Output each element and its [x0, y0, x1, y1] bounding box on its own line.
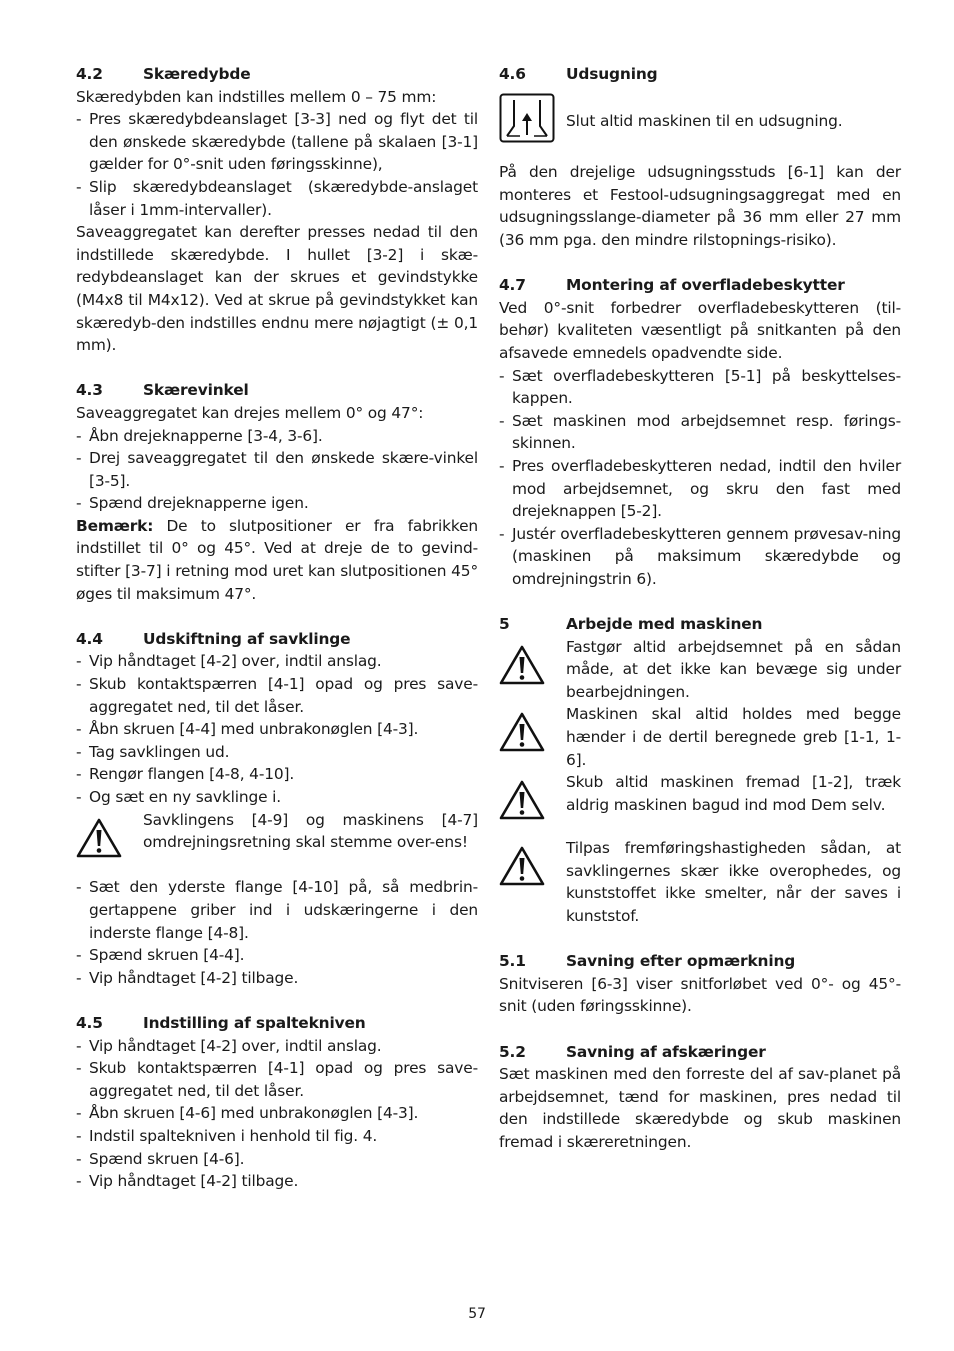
- warning-triangle-icon: [499, 837, 566, 903]
- section-title: Montering af overfladebeskytter: [566, 276, 845, 295]
- section-title: Skæredybde: [143, 65, 251, 83]
- warning-note: [76, 809, 478, 877]
- instruction-list: [76, 1035, 478, 1193]
- warning-triangle-icon: [76, 809, 143, 875]
- section-heading: [499, 613, 901, 636]
- warning-text: Maskinen skal altid holdes med begge hænder i de dertil beregnede greb [1-1, 1-6].: [566, 705, 901, 769]
- section-title: Indstilling af spaltekniven: [143, 1013, 366, 1032]
- left-column: [76, 63, 478, 1215]
- warning-text: Savklingens [4-9] og maskinens [4-7] omdrejningsretning skal stemme over-ens!: [143, 810, 478, 852]
- note-text: De to slutpositioner er fra fabrikken indstillet til 0° og 45°. Ved at dreje de to gevind-stifter [3-7] i retning mod uret kan slutpositionen 45° øges til maksimum 47°.: [76, 516, 478, 603]
- section-heading: [499, 274, 901, 297]
- warning-text: Skub altid maskinen fremad [1-2], træk aldrig maskinen bagud ind mod Dem selv.: [566, 773, 901, 814]
- list-item: - Sæt den yderste flange [4-10] på, så medbrin-gertappene griber ind i udskæringerne i den inderste flange [4-8].: [76, 876, 478, 944]
- section-4-7: [499, 274, 901, 590]
- section-number: 5.2: [499, 1042, 526, 1061]
- list-item: - Åbn skruen [4-4] med unbrakonøglen [4-3].: [76, 718, 478, 741]
- section-title: Arbejde med maskinen: [566, 615, 763, 634]
- list-item: - Skub kontaktspærren [4-1] opad og pres save-aggregatet ned, til det låser.: [76, 1057, 478, 1102]
- section-heading: [76, 63, 478, 86]
- paragraph: Snitviseren [6-3] viser snitforløbet ved 0°- og 45°-snit (uden føringsskinne).: [499, 974, 901, 1016]
- section-5: [499, 613, 901, 928]
- warning-triangle-icon: [499, 703, 566, 769]
- warning-note: [499, 703, 901, 771]
- paragraph: Saveaggregatet kan derefter presses nedad til den indstillede skæredybde. I hullet [3-2] i skæ-redybdeanslaget kan der skrues et gevindstykke (M4x8 til M4x12). Ved at skrue på gevindstykket kan skæredyb-den indstilles endnu mere nøjagtigt (± 0,1 mm).: [76, 223, 478, 355]
- list-item: - Justér overfladebeskytteren gennem prøvesav-ning (maskinen på maksimum skæredybde og omdrejningstrin 6).: [499, 523, 901, 591]
- list-item: - Vip håndtaget [4-2] tilbage.: [76, 967, 478, 990]
- note-paragraph: [76, 515, 478, 605]
- section-4-2: [76, 63, 478, 357]
- instruction-list: [76, 650, 478, 808]
- section-number: 4.5: [76, 1013, 103, 1032]
- paragraph: På den drejelige udsugningsstuds [6-1] kan der monteres et Festool-udsugningsaggregat med en udsugningsslange-diameter på 36 mm eller 27 mm (36 mm pga. den mindre rilstopnings-risiko).: [499, 163, 901, 249]
- warning-triangle-icon: [499, 636, 566, 702]
- section-number: 4.6: [499, 65, 526, 83]
- list-item: - Slip skæredybdeanslaget (skæredybde-anslaget låser i 1mm-intervaller).: [76, 176, 478, 221]
- section-title: Skærevinkel: [143, 381, 249, 400]
- instruction-list: [76, 876, 478, 989]
- list-item: - Pres overfladebeskytteren nedad, indtil den hviler mod arbejdsemnet, og skru den fast med drejeknappen [5-2].: [499, 455, 901, 523]
- section-title: Savning af afskæringer: [566, 1042, 766, 1061]
- paragraph: Sæt maskinen med den forreste del af sav-planet på arbejdsemnet, tænd for maskinen, pres nedad til den indstillede skæredybde og skub maskinen fremad i skæreretningen.: [499, 1065, 901, 1151]
- list-item: - Spænd drejeknapperne igen.: [76, 492, 478, 515]
- list-item: - Skub kontaktspærren [4-1] opad og pres save-aggregatet ned, til det låser.: [76, 673, 478, 718]
- list-item: - Tag savklingen ud.: [76, 741, 478, 764]
- list-item: - Sæt overfladebeskytteren [5-1] på beskyttelses-kappen.: [499, 365, 901, 410]
- list-item: - Drej saveaggregatet til den ønskede skære-vinkel [3-5].: [76, 447, 478, 492]
- section-heading: [499, 1041, 901, 1064]
- section-title: Udskiftning af savklinge: [143, 629, 351, 648]
- section-4-6: [499, 63, 901, 252]
- list-item: - Åbn drejeknapperne [3-4, 3-6].: [76, 425, 478, 448]
- list-item: - Vip håndtaget [4-2] tilbage.: [76, 1170, 478, 1193]
- dust-extraction-text: Slut altid maskinen til en udsugning.: [566, 111, 843, 130]
- section-heading: [76, 379, 478, 402]
- list-item: - Vip håndtaget [4-2] over, indtil anslag.: [76, 650, 478, 673]
- list-item: - Sæt maskinen mod arbejdsemnet resp. førings-skinnen.: [499, 410, 901, 455]
- warning-text: Fastgør altid arbejdsemnet på en sådan måde, at det ikke kan bevæge sig under bearbejdningen.: [566, 637, 901, 701]
- section-4-3: [76, 379, 478, 605]
- section-heading: [499, 950, 901, 973]
- list-item: - Spænd skruen [4-6].: [76, 1148, 478, 1171]
- right-column: [499, 63, 901, 1176]
- section-number: 5.1: [499, 952, 526, 971]
- intro-text: Saveaggregatet kan drejes mellem 0° og 47°:: [76, 403, 424, 422]
- list-item: - Og sæt en ny savklinge i.: [76, 786, 478, 809]
- page-number: 57: [468, 1306, 486, 1322]
- section-4-4: [76, 628, 478, 990]
- section-title: Udsugning: [566, 65, 658, 83]
- instruction-list: [76, 108, 478, 221]
- instruction-list: [76, 425, 478, 515]
- warning-note: [499, 771, 901, 837]
- list-item: - Åbn skruen [4-6] med unbrakonøglen [4-3].: [76, 1102, 478, 1125]
- section-number: 4.4: [76, 629, 103, 648]
- warning-triangle-icon: [499, 771, 566, 837]
- intro-text: Skæredybden kan indstilles mellem 0 – 75 mm:: [76, 87, 437, 106]
- note-label: Bemærk:: [76, 516, 154, 535]
- section-number: 4.7: [499, 276, 526, 295]
- dust-extraction-icon: [499, 93, 566, 150]
- warning-note: [499, 636, 901, 704]
- warning-text: Tilpas fremføringshastigheden sådan, at savklingernes skær ikke overophedes, og kunststoffet ikke smelter, når der saves i kunststof.: [566, 839, 901, 925]
- section-4-5: [76, 1012, 478, 1193]
- section-number: 5: [499, 615, 510, 634]
- warning-note: [499, 837, 901, 927]
- list-item: - Spænd skruen [4-4].: [76, 944, 478, 967]
- section-number: 4.2: [76, 65, 103, 83]
- dust-extraction-note: [499, 93, 901, 150]
- list-item: - Vip håndtaget [4-2] over, indtil anslag.: [76, 1035, 478, 1058]
- list-item: - Pres skæredybdeanslaget [3-3] ned og flyt det til den ønskede skæredybde (tallene på skalaen [3-1] gælder for 0°-snit uden føringsskinne),: [76, 108, 478, 176]
- list-item: - Indstil spaltekniven i henhold til fig. 4.: [76, 1125, 478, 1148]
- instruction-list: [499, 365, 901, 591]
- section-heading: [76, 628, 478, 651]
- section-5-2: [499, 1041, 901, 1154]
- section-5-1: [499, 950, 901, 1018]
- section-number: 4.3: [76, 381, 103, 400]
- list-item: - Rengør flangen [4-8, 4-10].: [76, 763, 478, 786]
- section-heading: [499, 63, 901, 86]
- intro-text: Ved 0°-snit forbedrer overfladebeskytteren (til-behør) kvaliteten væsentligt på snitkanten på den afsavede emnedels opadvendte side.: [499, 298, 901, 362]
- section-heading: [76, 1012, 478, 1035]
- section-title: Savning efter opmærkning: [566, 952, 796, 971]
